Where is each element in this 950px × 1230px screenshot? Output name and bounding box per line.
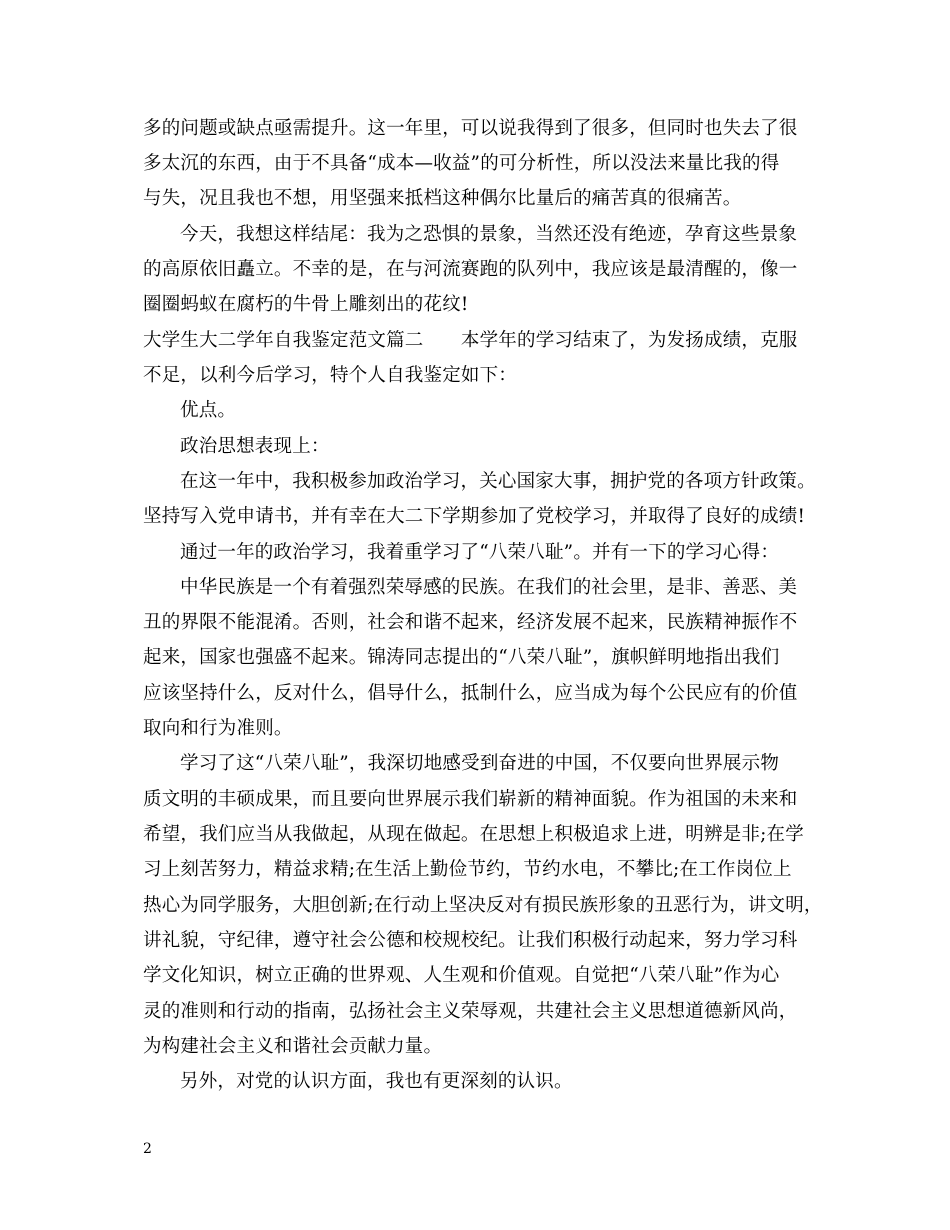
paragraph-start: 另外，对党的认识方面，我也有更深刻的认识。 [180,1071,573,1092]
text-line: 应该坚持什么，反对什么，倡导什么，抵制什么，应当成为每个公民应有的价值 [143,683,798,704]
text-line: 坚持写入党申请书，并有幸在大二下学期参加了党校学习，并取得了良好的成绩! [143,506,806,527]
paragraph-start: 通过一年的政治学习，我着重学习了“八荣八耻”。并有一下的学习心得： [180,542,780,563]
text-line: 取向和行为准则。 [143,718,293,739]
paragraph-start: 优点。 [180,400,237,421]
text-line: 多太沉的东西，由于不具备“成本—收益”的可分析性，所以没法来量比我的得 [143,153,780,174]
text-line: 质文明的丰硕成果，而且要向世界展示我们崭新的精神面貌。作为祖国的未来和 [143,789,798,810]
text-line: 多的问题或缺点亟需提升。这一年里，可以说我得到了很多，但同时也失去了很 [143,118,798,139]
text-line: 不足，以利今后学习，特个人自我鉴定如下： [143,365,518,386]
text-line: 的高原依旧矗立。不幸的是，在与河流赛跑的队列中，我应该是最清醒的，像一 [143,259,798,280]
paragraph-start: 政治思想表现上： [180,436,330,457]
text-line: 起来，国家也强盛不起来。锦涛同志提出的“八荣八耻”，旗帜鲜明地指出我们 [143,647,780,668]
text-line: 为构建社会主义和谐社会贡献力量。 [143,1036,443,1057]
page-number: 2 [143,1141,152,1157]
section-title-line: 大学生大二学年自我鉴定范文篇二 本学年的学习结束了，为发扬成绩，克服 [143,330,798,351]
text-line: 讲礼貌，守纪律，遵守社会公德和校规校纪。让我们积极行动起来，努力学习科 [143,930,798,951]
paragraph-start: 学习了这“八荣八耻”，我深切地感受到奋进的中国，不仅要向世界展示物 [180,753,780,774]
text-line: 灵的准则和行动的指南，弘扬社会主义荣辱观，共建社会主义思想道德新风尚， [143,1001,798,1022]
paragraph-start: 今天，我想这样结尾：我为之恐惧的景象，当然还没有绝迹，孕育这些景象 [180,224,798,245]
text-line: 学文化知识，树立正确的世界观、人生观和价值观。自觉把“八荣八耻”作为心 [143,965,780,986]
text-line: 热心为同学服务，大胆创新;在行动上坚决反对有损民族形象的丑恶行为，讲文明， [143,895,823,916]
text-line: 习上刻苦努力，精益求精;在生活上勤俭节约，节约水电，不攀比;在工作岗位上 [143,859,792,880]
text-line: 希望，我们应当从我做起，从现在做起。在思想上积极追求上进，明辨是非;在学 [143,824,804,845]
text-line: 丑的界限不能混淆。否则，社会和谐不起来，经济发展不起来，民族精神振作不 [143,612,798,633]
text-line: 圈圈蚂蚁在腐朽的牛骨上雕刻出的花纹! [143,294,469,315]
text-line: 与失，况且我也不想，用坚强来抵档这种偶尔比量后的痛苦真的很痛苦。 [143,188,742,209]
paragraph-start: 在这一年中，我积极参加政治学习，关心国家大事，拥护党的各项方针政策。 [180,471,816,492]
paragraph-start: 中华民族是一个有着强烈荣辱感的民族。在我们的社会里，是非、善恶、美 [180,577,798,598]
